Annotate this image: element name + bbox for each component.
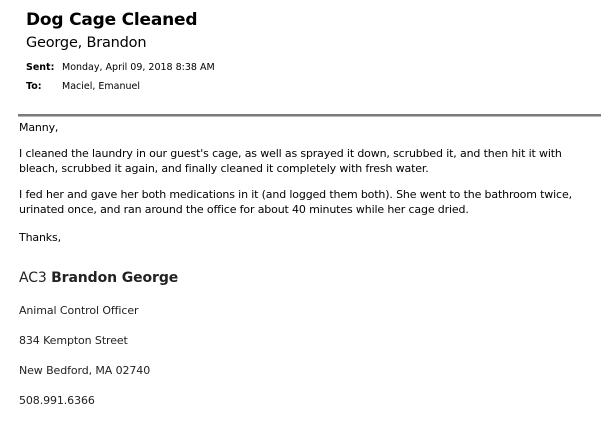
- email-sender: George, Brandon: [26, 35, 147, 51]
- email-paragraph-2: I fed her and gave her both medications in it (and logged them both). She went to the bathroom twice, urinated once, and ran around the office for about 40 minutes while her cage dried.: [19, 188, 572, 216]
- sent-value: Monday, April 09, 2018 8:38 AM: [62, 62, 215, 73]
- signature-title: [19, 270, 178, 286]
- sent-label: Sent:: [26, 62, 55, 73]
- signature-name: Brandon George: [51, 270, 179, 286]
- header-divider: [18, 114, 601, 117]
- email-closing: Thanks,: [19, 231, 61, 244]
- signature-rank: AC3: [19, 270, 47, 286]
- signature-street: 834 Kempton Street: [19, 334, 128, 347]
- to-row: [26, 81, 140, 92]
- signature-role: Animal Control Officer: [19, 304, 139, 317]
- signature-phone: 508.991.6366: [19, 394, 95, 407]
- to-label: To:: [26, 81, 42, 92]
- sent-row: [26, 62, 215, 73]
- signature-city: New Bedford, MA 02740: [19, 364, 151, 377]
- email-paragraph-1: I cleaned the laundry in our guest's cage, as well as sprayed it down, scrubbed it, and then hit it with bleach, scrubbed it again, and finally cleaned it completely with fresh water.: [19, 147, 562, 175]
- email-subject: Dog Cage Cleaned: [26, 10, 198, 30]
- to-value: Maciel, Emanuel: [62, 81, 141, 92]
- email-greeting: Manny,: [19, 121, 59, 134]
